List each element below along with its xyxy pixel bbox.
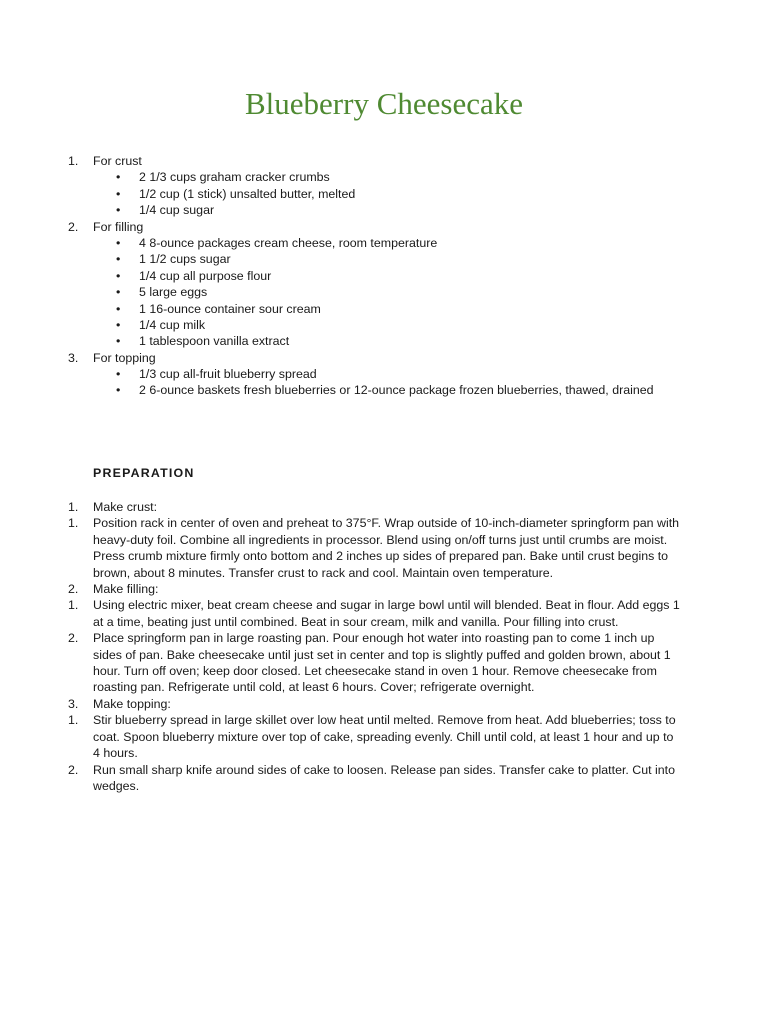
step-heading xyxy=(0,696,768,712)
bullet-icon: • xyxy=(116,235,121,250)
step-heading xyxy=(0,499,768,515)
ingredient-text: 5 large eggs xyxy=(139,285,208,300)
group-number: 3. xyxy=(68,350,79,365)
step-text: Stir blueberry spread in large skillet over low heat until melted. Remove from heat. Add blueberries; toss to coat. Spoon blueberry mixture over top of cake, spreading evenly. Chill until cold, at least 1 hour and up to 4 hours. xyxy=(93,713,676,761)
bullet-icon: • xyxy=(116,383,121,398)
ingredient-text: 1/4 cup milk xyxy=(139,317,206,332)
ingredient-item xyxy=(0,284,768,300)
ingredient-group xyxy=(0,350,768,366)
group-number: 2. xyxy=(68,219,79,234)
group-label: For crust xyxy=(93,154,142,168)
ingredient-group xyxy=(0,219,768,235)
step-number: 2. xyxy=(68,582,79,597)
step-text: Run small sharp knife around sides of cake to loosen. Release pan sides. Transfer cake to platter. Cut into wedges. xyxy=(93,762,675,793)
step-item xyxy=(0,515,768,581)
step-number: 1. xyxy=(68,713,79,728)
step-heading xyxy=(0,581,768,597)
bullet-icon: • xyxy=(116,170,121,185)
step-text: Make filling: xyxy=(93,582,159,597)
step-item xyxy=(0,597,768,630)
ingredient-text: 2 1/3 cups graham cracker crumbs xyxy=(139,170,330,185)
step-text: Make crust: xyxy=(93,500,158,514)
step-number: 1. xyxy=(68,516,79,531)
step-number: 3. xyxy=(68,696,79,711)
preparation-heading: PREPARATION xyxy=(93,466,195,480)
bullet-icon: • xyxy=(116,367,121,382)
group-label: For filling xyxy=(93,219,144,234)
bullet-icon: • xyxy=(116,334,121,349)
bullet-icon: • xyxy=(116,186,121,201)
ingredient-text: 1 16-ounce container sour cream xyxy=(139,301,321,316)
ingredient-text: 1/2 cup (1 stick) unsalted butter, melted xyxy=(139,186,356,201)
step-number: 1. xyxy=(68,500,79,514)
ingredient-item xyxy=(0,251,768,267)
ingredient-text: 1/3 cup all-fruit blueberry spread xyxy=(139,367,317,382)
ingredient-item xyxy=(0,366,768,382)
bullet-icon: • xyxy=(116,252,121,267)
step-text: Make topping: xyxy=(93,696,171,711)
step-number: 2. xyxy=(68,762,79,777)
group-number: 1. xyxy=(68,154,79,168)
ingredient-item xyxy=(0,317,768,333)
step-number: 2. xyxy=(68,631,79,646)
bullet-icon: • xyxy=(116,285,121,300)
step-item xyxy=(0,712,768,761)
step-item xyxy=(0,762,768,795)
ingredient-item xyxy=(0,268,768,284)
ingredient-group xyxy=(0,153,768,169)
step-number: 1. xyxy=(68,598,79,613)
ingredient-item xyxy=(0,382,768,415)
ingredient-text: 1 tablespoon vanilla extract xyxy=(139,334,290,349)
ingredient-item xyxy=(0,202,768,218)
preparation-steps xyxy=(0,499,768,794)
bullet-icon: • xyxy=(116,301,121,316)
ingredient-item xyxy=(0,333,768,349)
ingredient-text: 1/4 cup sugar xyxy=(139,203,215,218)
bullet-icon: • xyxy=(116,203,121,218)
group-label: For topping xyxy=(93,350,156,365)
step-text: Place springform pan in large roasting pan. Pour enough hot water into roasting pan to come 1 inch up sides of pan. Bake cheesecake until just set in center and top is slightly puffed and golden brown, about 1 hour. Turn off oven; keep door closed. Let cheesecake stand in oven 1 hour. Remove cheesecake from roasting pan. Refrigerate until cold, at least 6 hours. Cover; refrigerate overnight. xyxy=(93,631,671,695)
ingredients-list xyxy=(0,153,768,415)
ingredient-item xyxy=(0,301,768,317)
page-title: Blueberry Cheesecake xyxy=(244,86,523,121)
ingredient-text: 1/4 cup all purpose flour xyxy=(139,268,272,283)
bullet-icon: • xyxy=(116,268,121,283)
step-item xyxy=(0,630,768,696)
ingredient-text: 1 1/2 cups sugar xyxy=(139,252,231,267)
ingredient-text: 2 6-ounce baskets fresh blueberries or 12-ounce package frozen blueberries, thawed, drained xyxy=(139,383,654,398)
ingredient-item xyxy=(0,186,768,202)
step-text: Using electric mixer, beat cream cheese and sugar in large bowl until will blended. Beat in flour. Add eggs 1 at a time, beating just until combined. Beat in sour cream, milk and vanilla. Pour filling into crust. xyxy=(93,598,680,629)
bullet-icon: • xyxy=(116,317,121,332)
ingredient-item xyxy=(0,169,768,185)
ingredient-text: 4 8-ounce packages cream cheese, room temperature xyxy=(139,235,438,250)
ingredient-item xyxy=(0,235,768,251)
step-text: Position rack in center of oven and preheat to 375°F. Wrap outside of 10-inch-diameter springform pan with heavy-duty foil. Combine all ingredients in processor. Blend using on/off turns just until crumbs are moist. Press crumb mixture firmly onto bottom and 2 inches up sides of prepared pan. Bake until crust begins to brown, about 8 minutes. Transfer crust to rack and cool. Maintain oven temperature. xyxy=(93,516,680,580)
